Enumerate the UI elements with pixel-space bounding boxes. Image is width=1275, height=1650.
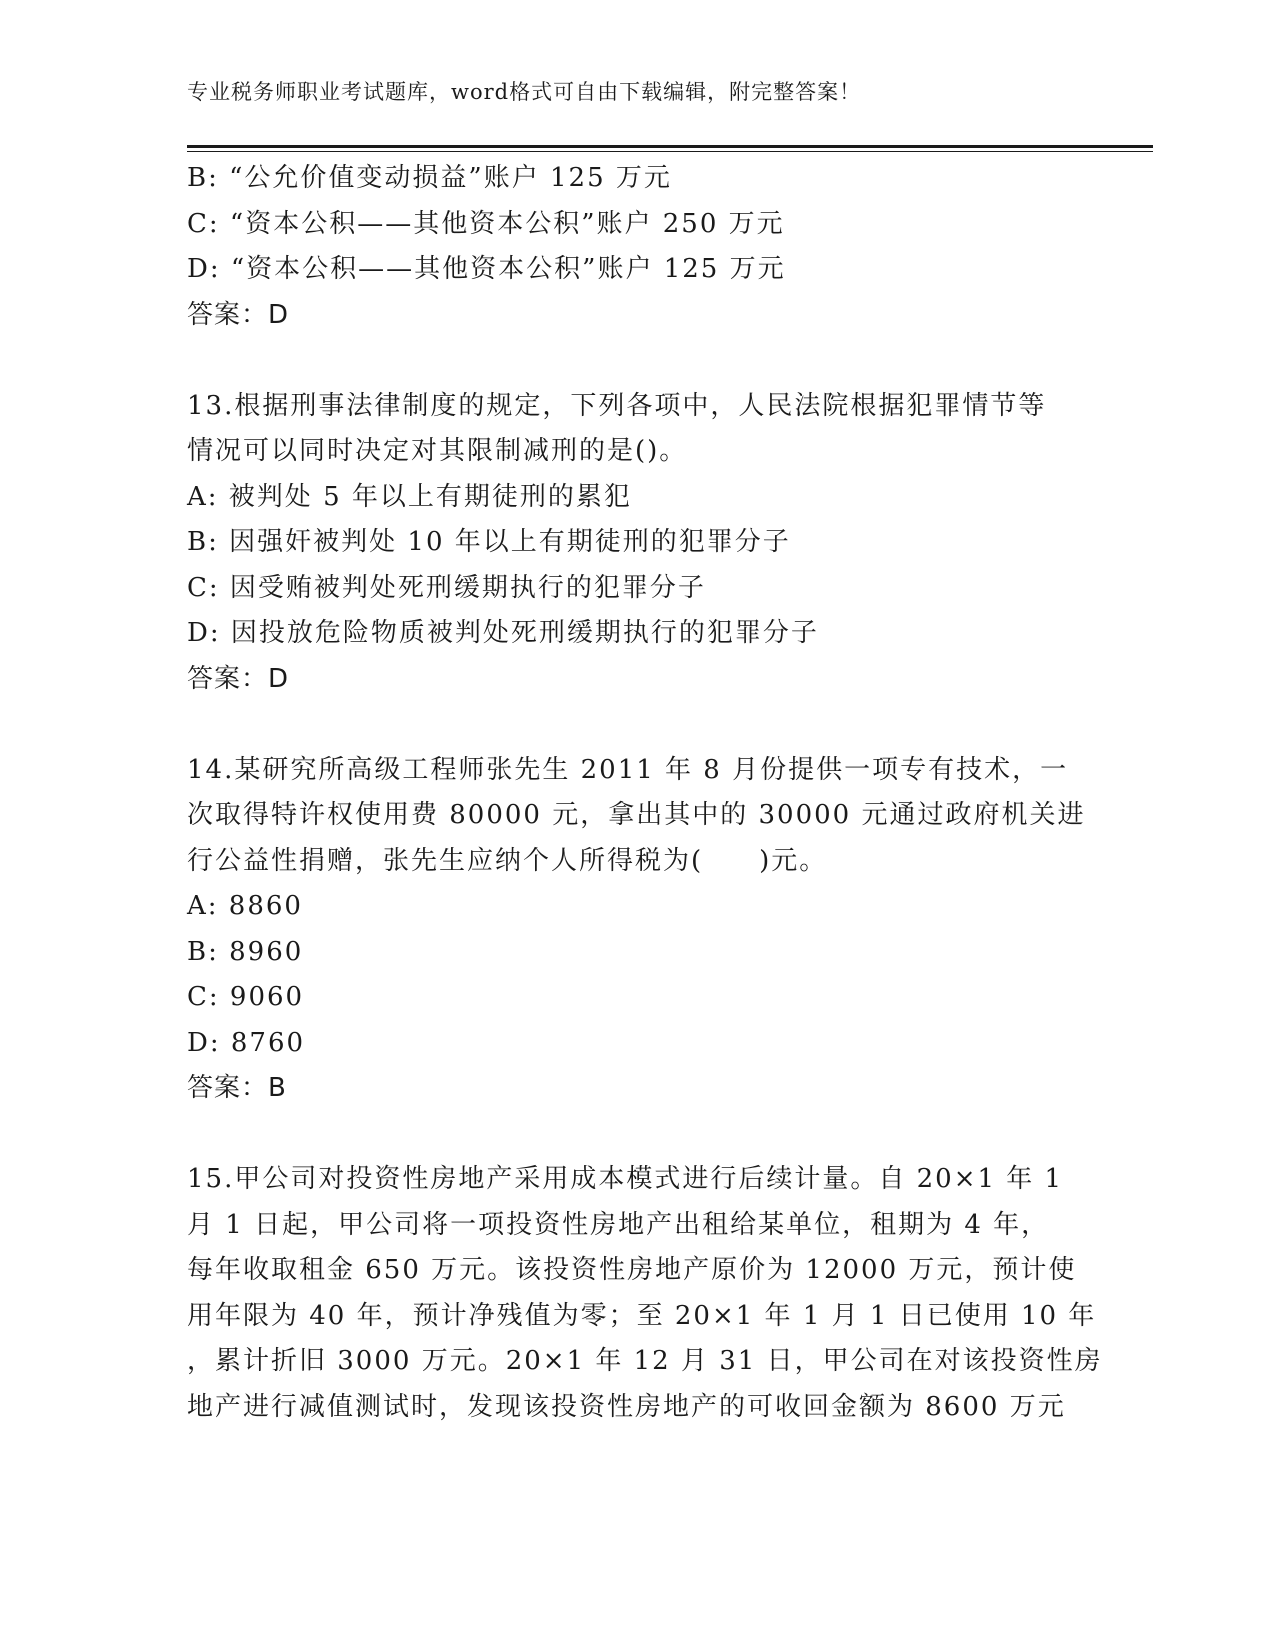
q14-stem-line: 次取得特许权使用费 80000 元，拿出其中的 30000 元通过政府机关进 [187,800,1086,830]
q14-option-a: A: 8860 [187,891,303,921]
q14-option-c: C: 9060 [187,982,305,1012]
q13-option-d: D: 因投放危险物质被判处死刑缓期执行的犯罪分子 [187,618,819,648]
question-12 [187,156,1087,338]
question-14 [187,748,1087,1112]
q14-option-d: D: 8760 [187,1027,306,1058]
question-15 [187,1157,1103,1430]
spacer [187,338,1087,384]
q14-stem-line: 14.某研究所高级工程师张先生 2011 年 8 月份提供一项专有技术，一 [187,754,1069,785]
page-header: 专业税务师职业考试题库，word格式可自由下载编辑，附完整答案！ [187,80,862,104]
header-rule-thin [187,151,1153,152]
q12-option-c: C: “资本公积——其他资本公积”账户 250 万元 [187,208,785,239]
q12-option-d: D: “资本公积——其他资本公积”账户 125 万元 [187,254,786,284]
q15-stem-line: 月 1 日起，甲公司将一项投资性房地产出租给某单位，租期为 4 年， [187,1209,1050,1240]
question-13 [187,384,1087,703]
q15-stem-line: 15.甲公司对投资性房地产采用成本模式进行后续计量。自 20×1 年 1 [187,1164,1064,1194]
q14-option-b: B: 8960 [187,936,304,967]
q13-answer: 答案：D [187,663,290,694]
q14-stem-line: 行公益性捐赠，张先生应纳个人所得税为( )元。 [187,845,828,876]
q12-option-b: B: “公允价值变动损益”账户 125 万元 [187,163,672,193]
q12-answer: 答案：D [187,299,290,330]
q13-stem-line: 情况可以同时决定对其限制减刑的是()。 [187,436,688,466]
q13-option-c: C: 因受贿被判处死刑缓期执行的犯罪分子 [187,572,706,603]
q13-stem-line: 13.根据刑事法律制度的规定，下列各项中，人民法院根据犯罪情节等 [187,390,1047,421]
header-rule-thick [187,145,1153,148]
q15-stem-line: ，累计折旧 3000 万元。20×1 年 12 月 31 日，甲公司在对该投资性房 [187,1346,1103,1376]
q13-option-a: A: 被判处 5 年以上有期徒刑的累犯 [187,481,632,512]
q15-stem-line: 每年收取租金 650 万元。该投资性房地产原价为 12000 万元，预计使 [187,1255,1077,1285]
spacer [187,1112,1087,1158]
q15-stem-line: 用年限为 40 年，预计净残值为零；至 20×1 年 1 月 1 日已使用 10 年 [187,1300,1097,1331]
q14-answer: 答案：B [187,1073,287,1103]
q15-stem-line: 地产进行减值测试时，发现该投资性房地产的可收回金额为 8600 万元 [187,1391,1066,1422]
document-body [187,156,1103,1430]
q13-option-b: B: 因强奸被判处 10 年以上有期徒刑的犯罪分子 [187,527,791,557]
spacer [187,702,1087,748]
